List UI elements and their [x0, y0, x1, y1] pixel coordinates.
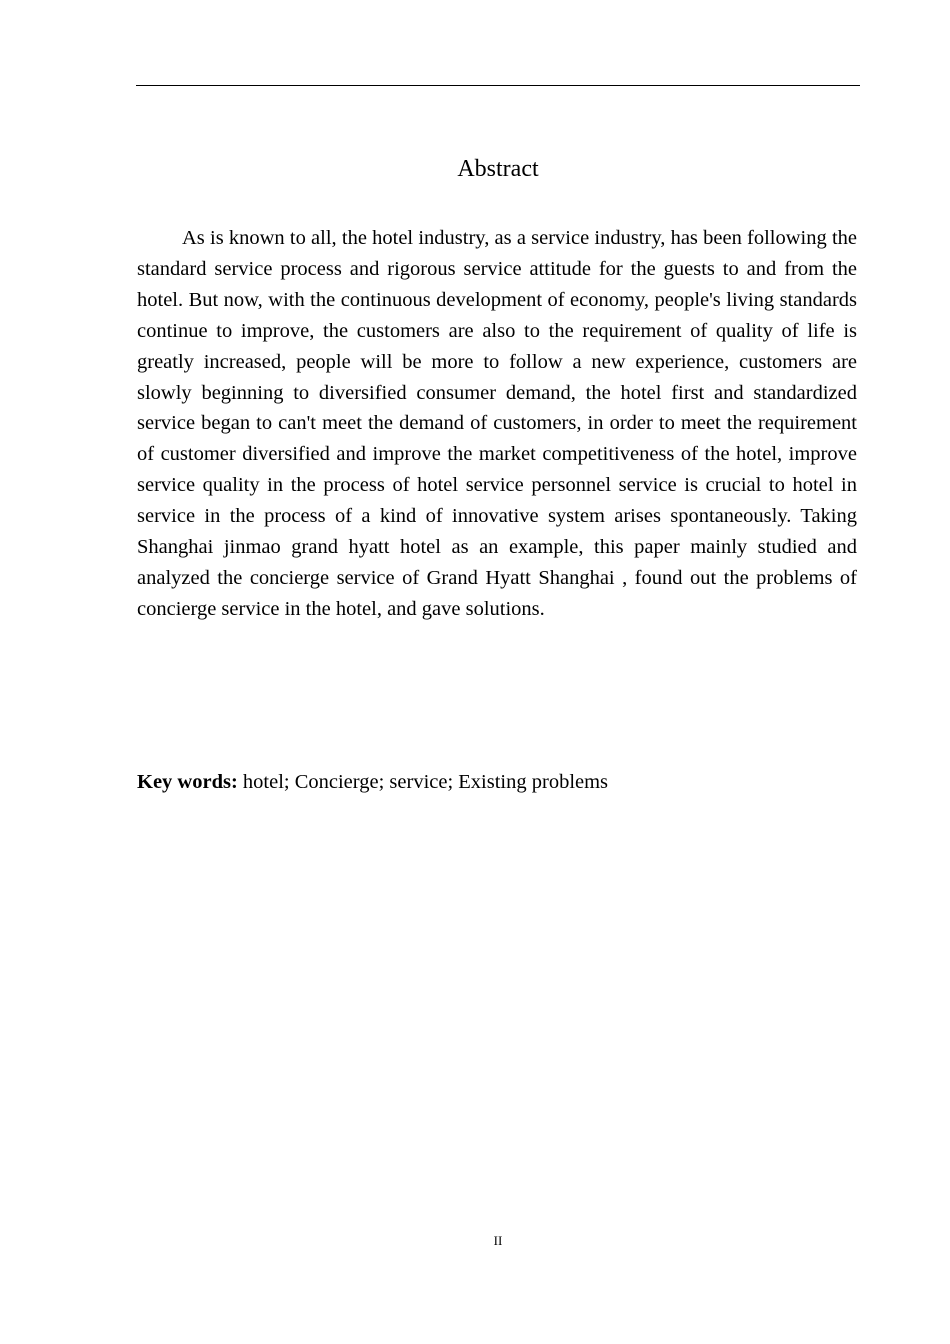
page-number: II [493, 1233, 503, 1248]
abstract-title: Abstract [457, 156, 539, 182]
keywords-label: Key words: [137, 771, 238, 793]
abstract-paragraph: As is known to all, the hotel industry, as a service industry, has been following the standard service process and rigorous service attitude for the guests to and from the hotel. But now, with the continuous development of economy, people's living standards continue to improve, the customers are also to the requirement of quality of life is greatly increased, people will be more to follow a new experience, customers are slowly beginning to diversified consumer demand, the hotel first and standardized service began to can't meet the demand of customers, in order to meet the requirement of customer diversified and improve the market competitiveness of the hotel, improve service quality in the process of hotel service personnel service is crucial to hotel in service in the process of a kind of innovative system arises spontaneously. Taking Shanghai jinmao grand hyatt hotel as an example, this paper mainly studied and analyzed the concierge service of Grand Hyatt Shanghai , found out the problems of concierge service in the hotel, and gave solutions. [137, 227, 857, 620]
keywords-text: hotel; Concierge; service; Existing problems [237, 771, 609, 793]
keywords-line [137, 767, 857, 797]
header-rule [136, 85, 860, 86]
